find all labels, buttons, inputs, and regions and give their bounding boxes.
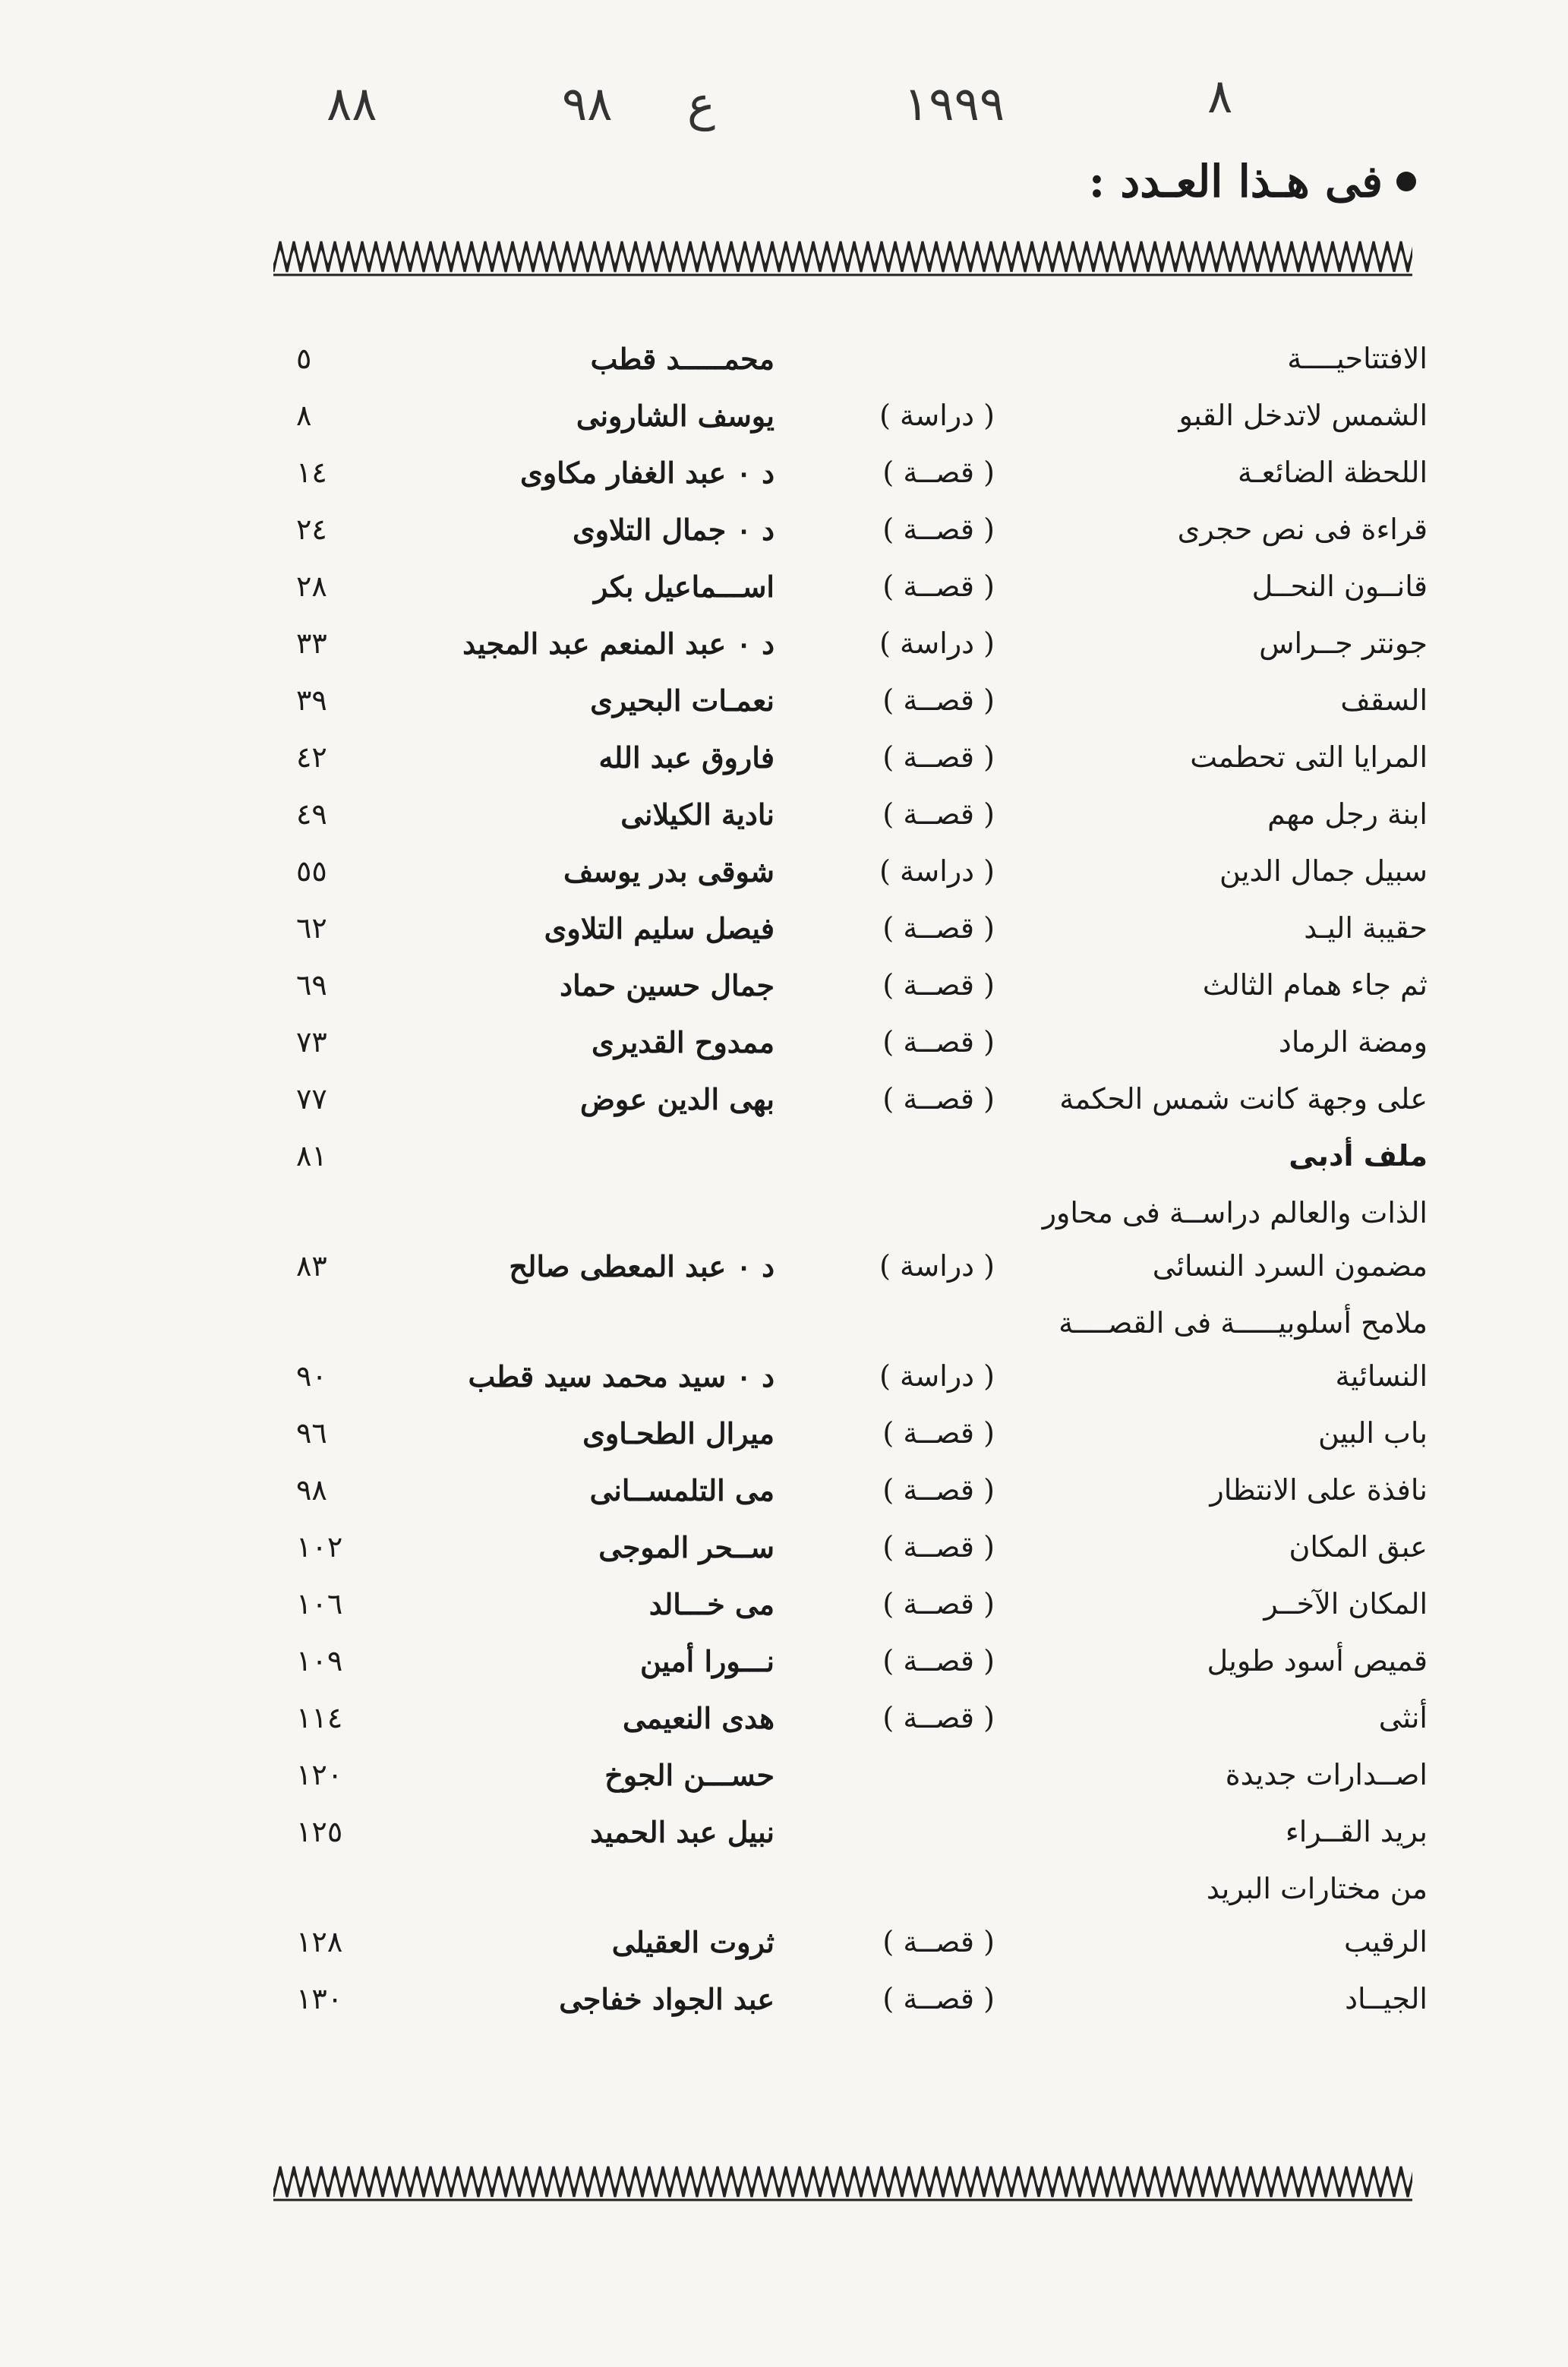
toc-type: ( دراسة ) [879, 399, 995, 432]
toc-type: ( قصــة ) [882, 1082, 995, 1116]
toc-type: ( دراسة ) [879, 854, 995, 888]
toc-page-number: ٢٤ [296, 513, 327, 546]
toc-title: جونتر جــراس [1259, 626, 1428, 660]
toc-title: الجيــاد [1345, 1982, 1428, 2015]
toc-title: ابنة رجل مهم [1267, 797, 1428, 831]
toc-title: باب البين [1317, 1416, 1428, 1450]
toc-row [273, 619, 1428, 676]
toc-author: جمال حسين حماد [560, 968, 775, 1002]
toc-author: مى التلمســانى [589, 1473, 775, 1507]
handwritten-note: ١٩٩٩ [904, 76, 1005, 131]
toc-row [273, 1693, 1428, 1750]
toc-type: ( قصــة ) [882, 1587, 995, 1621]
toc-page-number: ٢٨ [296, 570, 327, 603]
toc-type: ( قصــة ) [882, 740, 995, 774]
toc-title: قانــون النحــل [1251, 570, 1428, 603]
decorative-border [273, 2160, 1412, 2203]
toc-page-number: ٥٥ [296, 854, 327, 888]
toc-page-number: ١١٤ [296, 1701, 343, 1734]
toc-row [273, 1409, 1428, 1466]
toc-page-number: ٩٠ [296, 1359, 327, 1393]
toc-title: المرايا التى تحطمت [1190, 740, 1428, 774]
toc-title: النسائية [1335, 1359, 1428, 1393]
toc-type: ( دراسة ) [879, 626, 995, 660]
toc-author: اســـماعيل بكر [593, 570, 775, 604]
decorative-border [273, 235, 1412, 278]
toc-type: ( قصــة ) [882, 1530, 995, 1564]
toc-title: قراءة فى نص حجرى [1177, 513, 1428, 546]
toc-title: نافذة على الانتظار [1210, 1473, 1428, 1507]
toc-author: محمـــــد قطب [590, 342, 775, 376]
toc-page-number: ٦٢ [296, 911, 327, 945]
toc-title: المكان الآخــر [1264, 1587, 1428, 1621]
toc-row [273, 334, 1428, 391]
toc-author: نعمـات البحيرى [590, 683, 775, 718]
toc-author: د ٠ سيد محمد سيد قطب [468, 1359, 775, 1393]
toc-author: بهى الدين عوض [579, 1082, 775, 1116]
toc-row [273, 1523, 1428, 1580]
toc-page-number: ٨٣ [296, 1249, 327, 1283]
handwritten-note: ع [687, 76, 715, 131]
toc-title: اصــدارات جديدة [1225, 1758, 1428, 1791]
toc-title: حقيبة اليـد [1304, 911, 1428, 945]
toc-author: ممدوح القديرى [592, 1025, 775, 1059]
toc-row [273, 961, 1428, 1018]
toc-type: ( قصــة ) [882, 570, 995, 603]
toc-page-number: ٧٧ [296, 1082, 327, 1116]
toc-page-number: ١٠٦ [296, 1587, 343, 1621]
toc-row [273, 1807, 1428, 1864]
toc-row [273, 1974, 1428, 2031]
toc-row [273, 733, 1428, 790]
toc-author: نبيل عبد الحميد [590, 1815, 775, 1849]
toc-title: الافتتاحيــــة [1287, 342, 1428, 375]
toc-title: اللحظة الضائعـة [1238, 456, 1428, 489]
toc-title: قميص أسود طويل [1207, 1644, 1428, 1677]
toc-page-number: ١٠٢ [296, 1530, 343, 1564]
toc-row [273, 1580, 1428, 1636]
toc-author: ميرال الطحـاوى [582, 1416, 775, 1450]
toc-type: ( قصــة ) [882, 1473, 995, 1507]
toc-type: ( قصــة ) [882, 1925, 995, 1958]
toc-type: ( قصــة ) [882, 683, 995, 717]
toc-author: عبد الجواد خفاجى [559, 1982, 775, 2016]
toc-row [273, 1636, 1428, 1693]
toc-row [273, 1131, 1428, 1188]
toc-row [273, 1188, 1428, 1242]
toc-row [273, 1299, 1428, 1352]
toc-page-number: ٧٣ [296, 1025, 327, 1059]
toc-page-number: ١٣٠ [296, 1982, 343, 2015]
toc-type: ( قصــة ) [882, 911, 995, 945]
toc-author: نـــورا أمين [639, 1644, 775, 1678]
toc-author: هدى النعيمى [622, 1701, 775, 1735]
toc-row [273, 1018, 1428, 1075]
toc-title: مضمون السرد النسائى [1152, 1249, 1428, 1283]
toc-row [273, 1864, 1428, 1917]
toc-title: الرقيب [1343, 1925, 1428, 1958]
toc-author: د ٠ عبد المنعم عبد المجيد [462, 626, 775, 661]
toc-type: ( قصــة ) [882, 1416, 995, 1450]
toc-title: على وجهة كانت شمس الحكمة [1059, 1082, 1428, 1116]
toc-row [273, 1352, 1428, 1409]
toc-type: ( قصــة ) [882, 1644, 995, 1677]
toc-author: فيصل سليم التلاوى [544, 911, 775, 945]
toc-type: ( قصــة ) [882, 1982, 995, 2015]
toc-type: ( قصــة ) [882, 1025, 995, 1059]
toc-row [273, 1466, 1428, 1523]
toc-title: ومضة الرماد [1278, 1025, 1428, 1059]
toc-row [273, 904, 1428, 961]
toc-row [273, 1242, 1428, 1299]
toc-type: ( قصــة ) [882, 456, 995, 489]
page-heading [1089, 156, 1416, 207]
toc-page-number: ٩٨ [296, 1473, 327, 1507]
toc-author: شوقى بدر يوسف [563, 854, 775, 888]
toc-page-number: ١٠٩ [296, 1644, 343, 1677]
toc-type: ( قصــة ) [882, 968, 995, 1002]
toc-page-number: ٤٩ [296, 797, 327, 831]
toc-page-number: ٨ [296, 399, 312, 432]
toc-author: د ٠ عبد الغفار مكاوى [520, 456, 775, 490]
toc-title: سبيل جمال الدين [1219, 854, 1428, 888]
toc-author: ثروت العقيلى [611, 1925, 775, 1959]
toc-author: يوسف الشارونى [576, 399, 775, 433]
toc-row [273, 847, 1428, 904]
toc-title: أنثى [1378, 1701, 1428, 1734]
toc-row [273, 391, 1428, 448]
toc-row [273, 505, 1428, 562]
toc-title: ثم جاء همام الثالث [1202, 968, 1428, 1002]
toc-title: الذات والعالم دراســة فى محاور [1042, 1196, 1428, 1229]
toc-page-number: ٨١ [296, 1139, 327, 1172]
toc-title: ملامح أسلوبيـــــة فى القصــــة [1058, 1306, 1428, 1340]
toc-author: نادية الكيلانى [620, 797, 775, 832]
bullet-icon [1396, 172, 1416, 191]
toc-type: ( قصــة ) [882, 797, 995, 831]
toc-row [273, 790, 1428, 847]
toc-type: ( دراسة ) [879, 1249, 995, 1283]
handwritten-note: ٨ [1207, 68, 1233, 124]
toc-page-number: ١٢٨ [296, 1925, 343, 1958]
toc-type: ( قصــة ) [882, 513, 995, 546]
handwritten-note: ٨٨ [327, 76, 377, 131]
toc-title: الشمس لاتدخل القبو [1178, 399, 1428, 432]
toc-title: عبق المكان [1289, 1530, 1428, 1564]
toc-type: ( دراسة ) [879, 1359, 995, 1393]
toc-author: فاروق عبد الله [598, 740, 775, 775]
toc-row [273, 676, 1428, 733]
toc-row [273, 1917, 1428, 1974]
toc-row [273, 448, 1428, 505]
table-of-contents [273, 334, 1428, 2031]
toc-page-number: ٤٢ [296, 740, 327, 774]
toc-row [273, 1075, 1428, 1131]
handwritten-note: ٩٨ [562, 76, 613, 131]
toc-page-number: ٥ [296, 342, 312, 375]
toc-page-number: ١٤ [296, 456, 327, 489]
toc-author: مى خـــالد [648, 1587, 775, 1621]
toc-page-number: ١٢٥ [296, 1815, 343, 1848]
toc-row [273, 562, 1428, 619]
toc-type: ( قصــة ) [882, 1701, 995, 1734]
toc-title: من مختارات البريد [1206, 1872, 1428, 1905]
toc-author: د ٠ عبد المعطى صالح [509, 1249, 775, 1283]
toc-page-number: ٩٦ [296, 1416, 327, 1450]
toc-page-number: ٦٩ [296, 968, 327, 1002]
toc-title: بريد القــراء [1285, 1815, 1428, 1848]
toc-author: د ٠ جمال التلاوى [572, 513, 775, 547]
toc-author: ســحر الموجى [598, 1530, 775, 1564]
toc-page-number: ١٢٠ [296, 1758, 343, 1791]
toc-title: السقف [1340, 683, 1428, 717]
toc-title: ملف أدبى [1289, 1139, 1428, 1172]
toc-page-number: ٣٩ [296, 683, 327, 717]
toc-page-number: ٣٣ [296, 626, 327, 660]
toc-row [273, 1750, 1428, 1807]
toc-author: حســـن الجوخ [604, 1758, 775, 1792]
heading-text: فى هـذا العـدد : [1088, 156, 1383, 207]
